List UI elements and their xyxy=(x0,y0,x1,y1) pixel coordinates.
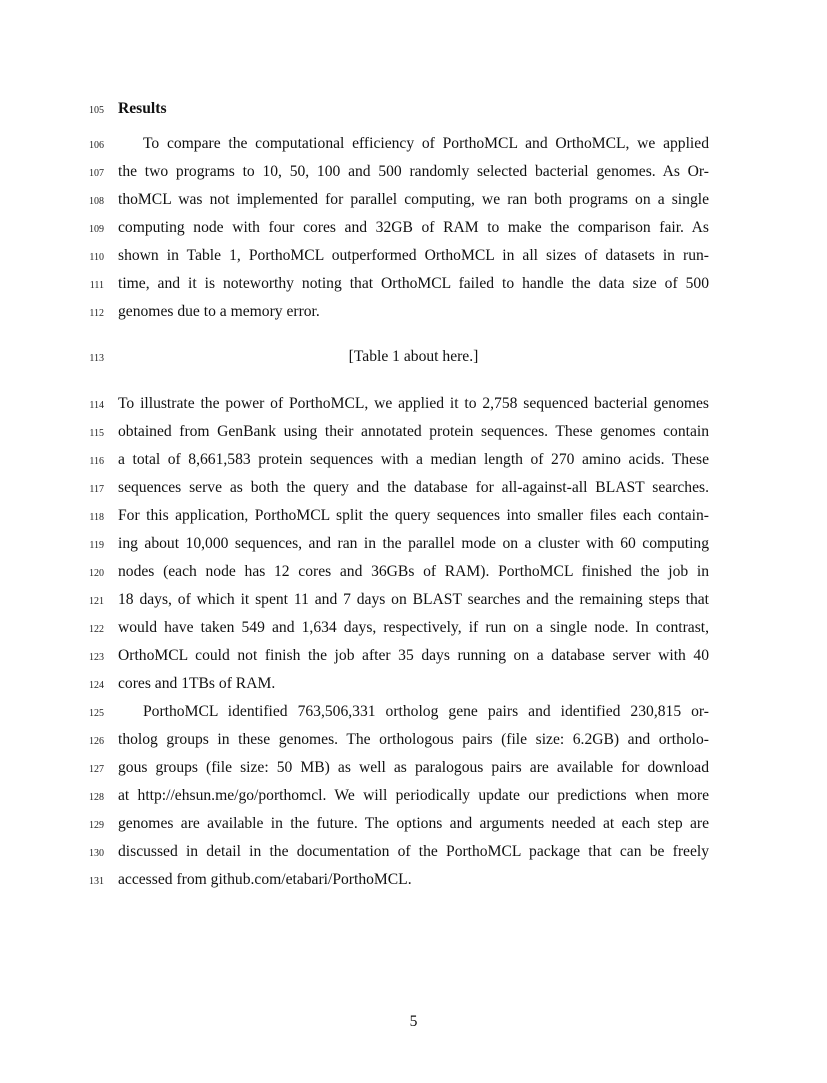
paragraph-text: For this application, PorthoMCL split the query sequences into smaller files each contain- xyxy=(118,507,709,524)
paragraph-text: To illustrate the power of PorthoMCL, we applied it to 2,758 sequenced bacterial genomes xyxy=(118,395,709,412)
paragraph-text: computing node with four cores and 32GB of RAM to make the comparison fair. As xyxy=(118,219,709,236)
line-number: 124 xyxy=(89,680,104,691)
table-placeholder: [Table 1 about here.] xyxy=(348,348,479,365)
line-number: 131 xyxy=(89,876,104,887)
line-number: 130 xyxy=(89,848,104,859)
paragraph-text: a total of 8,661,583 protein sequences with a median length of 270 amino acids. These xyxy=(118,451,709,468)
line-number: 128 xyxy=(89,792,104,803)
line-110 xyxy=(0,242,827,270)
line-121 xyxy=(0,586,827,614)
line-124 xyxy=(0,670,827,698)
paragraph-text: 18 days, of which it spent 11 and 7 days on BLAST searches and the remaining steps that xyxy=(118,591,709,608)
line-128 xyxy=(0,782,827,810)
line-number: 111 xyxy=(89,280,104,291)
line-number: 127 xyxy=(89,764,104,775)
page-number: 5 xyxy=(409,1013,418,1030)
paragraph-text: time, and it is noteworthy noting that OrthoMCL failed to handle the data size of 500 xyxy=(118,275,709,292)
line-number: 118 xyxy=(89,512,104,523)
line-number: 116 xyxy=(89,456,104,467)
line-114 xyxy=(0,390,827,418)
line-number: 122 xyxy=(89,624,104,635)
line-number: 114 xyxy=(89,400,104,411)
line-number: 113 xyxy=(89,353,104,364)
line-125 xyxy=(0,698,827,726)
line-117 xyxy=(0,474,827,502)
line-number: 120 xyxy=(89,568,104,579)
paragraph-text: PorthoMCL identified 763,506,331 ortholog gene pairs and identified 230,815 or- xyxy=(143,703,709,720)
line-number: 117 xyxy=(89,484,104,495)
paragraph-text: OrthoMCL could not finish the job after 35 days running on a database server with 40 xyxy=(118,647,709,664)
line-123 xyxy=(0,642,827,670)
line-111 xyxy=(0,270,827,298)
line-number: 121 xyxy=(89,596,104,607)
line-107 xyxy=(0,158,827,186)
line-number: 105 xyxy=(89,105,104,116)
paragraph-text: ing about 10,000 sequences, and ran in the parallel mode on a cluster with 60 computing xyxy=(118,535,709,552)
line-108 xyxy=(0,186,827,214)
paragraph-text: To compare the computational efficiency of PorthoMCL and OrthoMCL, we applied xyxy=(143,135,709,152)
line-number: 125 xyxy=(89,708,104,719)
paragraph-text: discussed in detail in the documentation of the PorthoMCL package that can be freely xyxy=(118,843,709,860)
line-109 xyxy=(0,214,827,242)
line-number: 109 xyxy=(89,224,104,235)
line-number: 129 xyxy=(89,820,104,831)
paragraph-text: cores and 1TBs of RAM. xyxy=(118,675,276,692)
line-number: 106 xyxy=(89,140,104,151)
line-106 xyxy=(0,130,827,158)
line-number: 119 xyxy=(89,540,104,551)
paragraph-text: gous groups (file size: 50 MB) as well as paralogous pairs are available for download xyxy=(118,759,709,776)
paragraph-text: shown in Table 1, PorthoMCL outperformed OrthoMCL in all sizes of datasets in run- xyxy=(118,247,709,264)
line-130 xyxy=(0,838,827,866)
line-115 xyxy=(0,418,827,446)
paragraph-text: thoMCL was not implemented for parallel computing, we ran both programs on a single xyxy=(118,191,709,208)
paragraph-text: at http://ehsun.me/go/porthomcl. We will periodically update our predictions when more xyxy=(118,787,709,804)
paragraph-text: genomes are available in the future. The options and arguments needed at each step are xyxy=(118,815,709,832)
line-127 xyxy=(0,754,827,782)
line-105 xyxy=(0,95,827,123)
paragraph-text: the two programs to 10, 50, 100 and 500 randomly selected bacterial genomes. As Or- xyxy=(118,163,709,180)
line-120 xyxy=(0,558,827,586)
line-112 xyxy=(0,298,827,326)
section-heading: Results xyxy=(118,100,167,117)
line-119 xyxy=(0,530,827,558)
line-number: 112 xyxy=(89,308,104,319)
paragraph-text: obtained from GenBank using their annotated protein sequences. These genomes contain xyxy=(118,423,709,440)
line-number: 107 xyxy=(89,168,104,179)
line-number: 126 xyxy=(89,736,104,747)
paragraph-text: tholog groups in these genomes. The orthologous pairs (file size: 6.2GB) and ortholo- xyxy=(118,731,709,748)
line-118 xyxy=(0,502,827,530)
paragraph-text: would have taken 549 and 1,634 days, respectively, if run on a single node. In contrast, xyxy=(118,619,709,636)
line-116 xyxy=(0,446,827,474)
line-number: 123 xyxy=(89,652,104,663)
line-131 xyxy=(0,866,827,894)
line-129 xyxy=(0,810,827,838)
line-number: 115 xyxy=(89,428,104,439)
paragraph-text: sequences serve as both the query and the database for all-against-all BLAST searches. xyxy=(118,479,709,496)
paragraph-text: genomes due to a memory error. xyxy=(118,303,320,320)
line-126 xyxy=(0,726,827,754)
line-122 xyxy=(0,614,827,642)
line-number: 110 xyxy=(89,252,104,263)
line-113 xyxy=(0,343,827,371)
line-number: 108 xyxy=(89,196,104,207)
paragraph-text: accessed from github.com/etabari/PorthoMCL. xyxy=(118,871,412,888)
paragraph-text: nodes (each node has 12 cores and 36GBs of RAM). PorthoMCL finished the job in xyxy=(118,563,709,580)
